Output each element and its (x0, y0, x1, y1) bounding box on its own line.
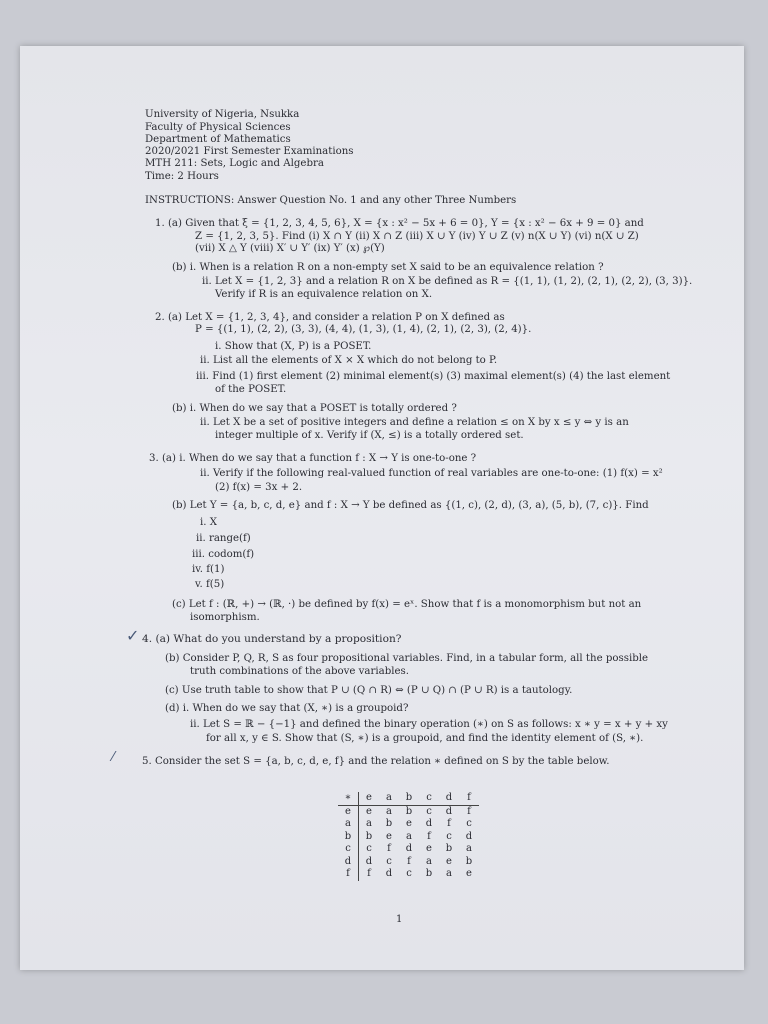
department-name: Department of Mathematics (145, 134, 291, 145)
table-cell: b (445, 843, 453, 854)
q3-a-i: 3. (a) i. When do we say that a function f : X → Y is one-to-one ? (149, 453, 477, 464)
q4-a: 4. (a) What do you understand by a proposition? (142, 633, 402, 645)
table-cell: a (366, 818, 372, 829)
table-cell: e (406, 818, 412, 829)
table-header-cell: c (419, 792, 439, 805)
table-row-header: d (338, 856, 359, 869)
q3-c-line2: isomorphism. (190, 612, 260, 623)
operation-table-header (338, 792, 479, 805)
q2-a-iii-line1: iii. Find (1) first element (2) minimal element(s) (3) maximal element(s) (4) the last element (196, 371, 671, 382)
exam-duration: Time: 2 Hours (145, 171, 219, 182)
q1-a-line1: 1. (a) Given that ξ = {1, 2, 3, 4, 5, 6}, X = {x : x² − 5x + 6 = 0}, Y = {x : x² − 6x + 9 = 0} and (155, 218, 644, 229)
table-row-header: b (338, 831, 359, 844)
q3-b-iv: iv. f(1) (192, 564, 225, 575)
table-cell: e (426, 843, 432, 854)
q2-b-ii-line2: integer multiple of x. Verify if (X, ≤) is a totally ordered set. (215, 430, 524, 441)
table-cell: f (427, 830, 431, 842)
table-cell: d (465, 830, 473, 842)
table-cell: c (446, 830, 452, 842)
table-cell: f (367, 868, 371, 879)
q4-b-line1: (b) Consider P, Q, R, S as four propositional variables. Find, in a tabular form, all the possible (165, 653, 649, 664)
page-number: 1 (396, 914, 403, 925)
q2-a-line1: 2. (a) Let X = {1, 2, 3, 4}, and consider a relation P on X defined as (155, 312, 505, 323)
table-row (338, 868, 479, 881)
table-row (338, 843, 479, 856)
table-cell: d (445, 805, 453, 817)
table-cell: a (426, 855, 432, 867)
q2-a-i: i. Show that (X, P) is a POSET. (215, 341, 372, 352)
table-row-header: a (338, 818, 359, 831)
table-row-header: e (338, 805, 359, 818)
q3-b-line1: (b) Let Y = {a, b, c, d, e} and f : X → Y be defined as {(1, c), (2, d), (3, a), (5, b), (7, c)}. Find (172, 500, 649, 511)
q3-b-v: v. f(5) (195, 579, 225, 590)
table-cell: f (407, 855, 411, 867)
table-cell: d (405, 843, 413, 854)
q2-a-ii: ii. List all the elements of X × X which do not belong to P. (200, 355, 498, 366)
q4-d-i: (d) i. When do we say that (X, ∗) is a groupoid? (165, 703, 409, 714)
table-cell: c (386, 855, 392, 867)
tick-mark-icon: ⁄ (112, 750, 115, 765)
table-cell: f (387, 843, 391, 854)
q2-a-line2: P = {(1, 1), (2, 2), (3, 3), (4, 4), (1, 3), (1, 4), (2, 1), (2, 3), (2, 4)}. (195, 324, 532, 335)
q3-b-ii: ii. range(f) (196, 533, 251, 544)
table-row (338, 805, 479, 818)
q3-a-ii-line2: (2) f(x) = 3x + 2. (215, 482, 303, 493)
table-row (338, 831, 479, 844)
table-header-cell: b (399, 792, 419, 805)
table-cell: f (467, 805, 471, 817)
operation-table (338, 792, 479, 881)
table-cell: a (466, 843, 472, 854)
table-row (338, 856, 479, 869)
table-cell: b (465, 855, 473, 867)
q1-b-ii-line2: Verify if R is an equivalence relation on X. (215, 289, 433, 300)
table-header-cell: e (359, 792, 380, 805)
table-cell: e (466, 868, 472, 879)
table-cell: c (366, 843, 372, 854)
table-cell: b (405, 805, 413, 817)
table-cell: c (426, 805, 432, 817)
table-cell: a (406, 830, 412, 842)
table-cell: d (385, 868, 393, 879)
course-title: MTH 211: Sets, Logic and Algebra (145, 158, 324, 169)
table-corner-cell: ∗ (338, 792, 359, 805)
table-row-header: c (338, 843, 359, 856)
q3-b-i: i. X (200, 517, 217, 528)
q5-text: 5. Consider the set S = {a, b, c, d, e, f} and the relation ∗ defined on S by the table below. (142, 756, 610, 767)
q1-a-line3: (vii) X △ Y (viii) X′ ∪ Y′ (ix) Y′ (x) ℘(Y) (195, 243, 385, 254)
table-cell: d (425, 818, 433, 829)
table-cell: f (447, 818, 451, 829)
q2-b-ii-line1: ii. Let X be a set of positive integers and define a relation ≤ on X by x ≤ y ⇔ y is an (200, 417, 629, 428)
q1-b-i: (b) i. When is a relation R on a non-empty set X said to be an equivalence relation ? (172, 262, 604, 273)
q1-b-ii-line1: ii. Let X = {1, 2, 3} and a relation R on X be defined as R = {(1, 1), (1, 2), (2, 1), (2, 2), (3, 3)}. (202, 276, 693, 287)
q4-c: (c) Use truth table to show that P ∪ (Q ∩ R) ⇔ (P ∪ Q) ∩ (P ∪ R) is a tautology. (165, 685, 573, 696)
table-header-cell: d (439, 792, 459, 805)
table-cell: c (406, 868, 412, 879)
table-cell: e (366, 805, 372, 817)
table-cell: a (446, 868, 452, 879)
q4-d-ii-line1: ii. Let S = ℝ − {−1} and defined the binary operation (∗) on S as follows: x ∗ y = x + y + xy (190, 719, 668, 730)
table-cell: c (466, 818, 472, 829)
table-header-cell: a (379, 792, 399, 805)
table-cell: b (385, 818, 393, 829)
table-header-cell: f (459, 792, 479, 805)
table-row-header: f (338, 868, 359, 881)
table-cell: b (365, 830, 373, 842)
q1-a-line2: Z = {1, 2, 3, 5}. Find (i) X ∩ Y (ii) X ∩ Z (iii) X ∪ Y (iv) Y ∪ Z (v) n(X ∪ Y) (vi) n(X ∪ Z) (195, 231, 639, 242)
table-cell: b (425, 868, 433, 879)
table-cell: e (446, 855, 452, 867)
q3-c-line1: (c) Let f : (ℝ, +) → (ℝ, ·) be defined by f(x) = eˣ. Show that f is a monomorphism but not an (172, 599, 642, 610)
q4-b-line2: truth combinations of the above variables. (190, 666, 409, 677)
table-cell: e (386, 830, 392, 842)
faculty-name: Faculty of Physical Sciences (145, 122, 291, 133)
table-cell: a (386, 805, 392, 817)
checkmark-icon: ✓ (126, 626, 140, 645)
q2-b-i: (b) i. When do we say that a POSET is totally ordered ? (172, 403, 457, 414)
table-row (338, 818, 479, 831)
q3-b-iii: iii. codom(f) (192, 549, 255, 560)
q4-d-ii-line2: for all x, y ∈ S. Show that (S, ∗) is a groupoid, and find the identity element of (S, ∗). (206, 733, 644, 744)
q3-a-ii-line1: ii. Verify if the following real-valued function of real variables are one-to-one: (1) f(x) = x² (200, 468, 663, 479)
instructions: INSTRUCTIONS: Answer Question No. 1 and any other Three Numbers (145, 195, 517, 206)
exam-session: 2020/2021 First Semester Examinations (145, 146, 354, 157)
q2-a-iii-line2: of the POSET. (215, 384, 287, 395)
university-name: University of Nigeria, Nsukka (145, 109, 300, 120)
table-cell: d (365, 855, 373, 867)
